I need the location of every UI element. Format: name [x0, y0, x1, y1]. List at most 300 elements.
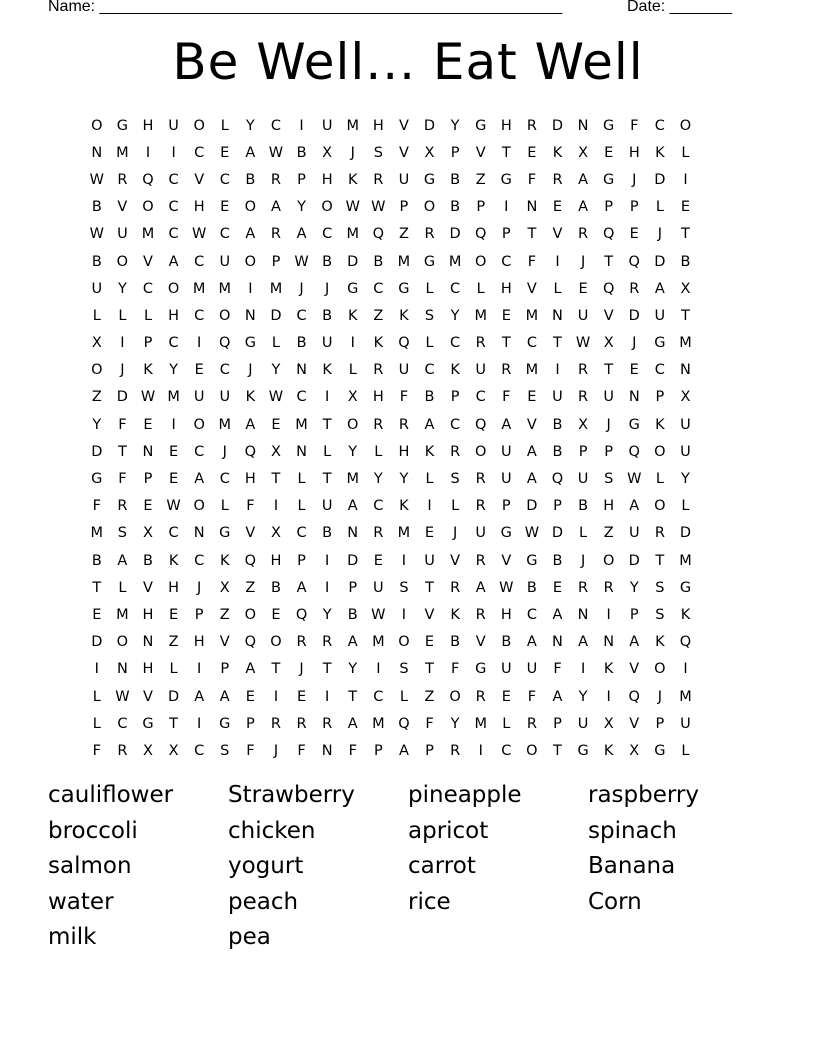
grid-letter[interactable]: Y	[348, 661, 358, 678]
grid-letter[interactable]: O	[602, 552, 615, 569]
grid-letter[interactable]: Q	[474, 416, 487, 433]
grid-letter[interactable]: C	[117, 715, 128, 732]
grid-letter[interactable]: G	[603, 171, 615, 188]
grid-letter[interactable]: C	[654, 117, 665, 134]
grid-letter[interactable]: Y	[399, 471, 409, 488]
grid-letter[interactable]: R	[270, 171, 281, 188]
grid-letter[interactable]: B	[501, 634, 512, 651]
grid-letter[interactable]: U	[475, 525, 487, 542]
grid-letter[interactable]: Z	[475, 171, 486, 188]
grid-letter[interactable]: S	[424, 307, 435, 324]
grid-letter[interactable]: G	[423, 253, 436, 270]
grid-letter[interactable]: V	[219, 634, 230, 651]
grid-letter[interactable]: D	[628, 307, 640, 324]
grid-letter[interactable]: M	[346, 471, 359, 488]
grid-letter[interactable]: N	[577, 606, 589, 623]
grid-letter[interactable]: Y	[117, 280, 127, 297]
grid-letter[interactable]: R	[526, 117, 537, 134]
grid-letter[interactable]: O	[474, 443, 487, 460]
grid-letter[interactable]: C	[450, 416, 461, 433]
grid-letter[interactable]: E	[143, 498, 153, 515]
grid-letter[interactable]: O	[91, 362, 103, 379]
grid-letter[interactable]: Q	[244, 443, 257, 460]
grid-letter[interactable]: K	[220, 552, 230, 569]
grid-letter[interactable]: O	[193, 117, 205, 134]
grid-letter[interactable]: V	[245, 525, 256, 542]
grid-letter[interactable]: P	[604, 443, 614, 460]
grid-letter[interactable]: U	[680, 416, 691, 433]
grid-letter[interactable]: F	[92, 498, 101, 515]
grid-letter[interactable]: E	[527, 389, 537, 406]
grid-letter[interactable]: I	[197, 335, 202, 352]
grid-letter[interactable]: T	[425, 661, 434, 678]
grid-letter[interactable]: U	[577, 715, 589, 732]
grid-letter[interactable]: Y	[297, 199, 306, 216]
grid-letter[interactable]: E	[501, 688, 511, 705]
grid-letter[interactable]: X	[91, 335, 102, 352]
grid-letter[interactable]: E	[220, 199, 230, 216]
grid-letter[interactable]: I	[683, 661, 688, 678]
grid-letter[interactable]: U	[603, 389, 614, 406]
grid-letter[interactable]: N	[552, 634, 563, 651]
grid-letter[interactable]: E	[527, 144, 537, 161]
grid-letter[interactable]: J	[197, 579, 202, 596]
grid-letter[interactable]: K	[322, 362, 332, 379]
grid-letter[interactable]: P	[245, 715, 255, 732]
grid-letter[interactable]: I	[94, 661, 99, 678]
grid-letter[interactable]: N	[142, 634, 154, 651]
grid-letter[interactable]: V	[629, 661, 640, 678]
grid-letter[interactable]: I	[171, 144, 176, 161]
grid-letter[interactable]: U	[500, 443, 512, 460]
grid-letter[interactable]: I	[145, 144, 151, 161]
grid-letter[interactable]: Q	[679, 634, 692, 651]
grid-letter[interactable]: O	[116, 634, 129, 651]
grid-letter[interactable]: O	[449, 688, 461, 705]
grid-letter[interactable]: B	[296, 144, 307, 161]
grid-letter[interactable]: P	[194, 606, 204, 623]
grid-letter[interactable]: H	[500, 280, 512, 297]
grid-letter[interactable]: W	[192, 226, 207, 243]
grid-letter[interactable]: H	[372, 389, 384, 406]
grid-letter[interactable]: T	[92, 579, 102, 596]
grid-letter[interactable]: H	[193, 634, 205, 651]
grid-letter[interactable]: C	[219, 362, 230, 379]
grid-letter[interactable]: H	[142, 117, 154, 134]
grid-letter[interactable]: L	[681, 742, 690, 759]
grid-letter[interactable]: L	[681, 498, 690, 515]
grid-letter[interactable]: I	[325, 579, 330, 596]
grid-letter[interactable]: E	[296, 688, 307, 705]
grid-letter[interactable]: H	[321, 171, 333, 188]
grid-letter[interactable]: R	[475, 552, 486, 569]
grid-letter[interactable]: U	[321, 498, 333, 515]
grid-letter[interactable]: F	[425, 715, 434, 732]
grid-letter[interactable]: I	[197, 715, 202, 732]
grid-letter[interactable]: R	[475, 606, 486, 623]
grid-letter[interactable]: N	[577, 117, 589, 134]
grid-letter[interactable]: Z	[373, 307, 384, 324]
grid-letter[interactable]: D	[347, 552, 359, 569]
grid-letter[interactable]: K	[450, 362, 460, 379]
grid-letter[interactable]: N	[91, 144, 103, 161]
grid-letter[interactable]: N	[603, 634, 615, 651]
grid-letter[interactable]: B	[552, 416, 563, 433]
grid-letter[interactable]: V	[501, 552, 512, 569]
grid-letter[interactable]: R	[526, 715, 537, 732]
grid-letter[interactable]: D	[167, 688, 180, 705]
grid-letter[interactable]: F	[527, 688, 537, 705]
grid-letter[interactable]: B	[526, 579, 537, 596]
grid-letter[interactable]: A	[245, 416, 256, 433]
grid-letter[interactable]: E	[92, 606, 102, 623]
grid-letter[interactable]: N	[321, 742, 333, 759]
grid-letter[interactable]: K	[399, 498, 409, 515]
grid-letter[interactable]: U	[577, 471, 589, 488]
grid-letter[interactable]: M	[90, 525, 104, 542]
grid-letter[interactable]: P	[655, 389, 665, 406]
grid-letter[interactable]: G	[116, 117, 129, 134]
grid-letter[interactable]: J	[606, 416, 611, 433]
grid-letter[interactable]: R	[373, 525, 384, 542]
grid-letter[interactable]: L	[374, 443, 383, 460]
grid-letter[interactable]: L	[297, 498, 306, 515]
grid-letter[interactable]: S	[604, 471, 614, 488]
grid-letter[interactable]: G	[577, 742, 589, 759]
grid-letter[interactable]: H	[500, 606, 512, 623]
grid-letter[interactable]: A	[245, 226, 256, 243]
grid-letter[interactable]: J	[222, 443, 227, 460]
grid-letter[interactable]: U	[193, 389, 205, 406]
grid-letter[interactable]: K	[655, 634, 665, 651]
grid-letter[interactable]: J	[273, 742, 279, 759]
grid-letter[interactable]: Y	[322, 606, 332, 623]
grid-letter[interactable]: L	[425, 335, 434, 352]
grid-letter[interactable]: R	[117, 171, 128, 188]
grid-letter[interactable]: X	[603, 715, 614, 732]
grid-letter[interactable]: Y	[450, 715, 460, 732]
grid-letter[interactable]: U	[219, 253, 231, 270]
grid-letter[interactable]: U	[321, 335, 333, 352]
grid-letter[interactable]: G	[628, 416, 640, 433]
grid-letter[interactable]: D	[91, 443, 103, 460]
grid-letter[interactable]: M	[141, 226, 155, 243]
grid-letter[interactable]: Z	[424, 688, 435, 705]
grid-letter[interactable]: F	[553, 661, 562, 678]
grid-letter[interactable]: J	[657, 226, 662, 243]
grid-letter[interactable]: A	[578, 171, 589, 188]
grid-letter[interactable]: T	[681, 307, 690, 324]
grid-letter[interactable]: V	[552, 226, 563, 243]
grid-letter[interactable]: B	[143, 552, 153, 569]
grid-letter[interactable]: T	[501, 335, 511, 352]
grid-letter[interactable]: M	[525, 362, 539, 379]
grid-letter[interactable]: E	[168, 443, 179, 460]
grid-letter[interactable]: G	[398, 280, 410, 297]
grid-letter[interactable]: T	[271, 661, 281, 678]
grid-letter[interactable]: G	[244, 335, 256, 352]
grid-letter[interactable]: N	[142, 443, 154, 460]
grid-letter[interactable]: A	[194, 688, 205, 705]
grid-letter[interactable]: T	[169, 715, 178, 732]
grid-letter[interactable]: T	[604, 362, 614, 379]
grid-letter[interactable]: H	[372, 117, 384, 134]
grid-letter[interactable]: X	[680, 389, 691, 406]
grid-letter[interactable]: A	[168, 253, 179, 270]
grid-letter[interactable]: M	[397, 525, 411, 542]
grid-letter[interactable]: C	[654, 362, 665, 379]
grid-letter[interactable]: H	[193, 199, 205, 216]
grid-letter[interactable]: Y	[92, 416, 102, 433]
grid-letter[interactable]: V	[194, 171, 205, 188]
grid-letter[interactable]: P	[271, 253, 281, 270]
grid-letter[interactable]: X	[347, 389, 358, 406]
grid-letter[interactable]: Q	[295, 606, 308, 623]
grid-letter[interactable]: I	[555, 362, 560, 379]
grid-letter[interactable]: L	[220, 117, 229, 134]
grid-letter[interactable]: W	[268, 389, 284, 406]
grid-letter[interactable]: E	[552, 199, 563, 216]
grid-letter[interactable]: C	[501, 253, 512, 270]
grid-letter[interactable]: P	[501, 226, 511, 243]
grid-letter[interactable]: W	[499, 579, 514, 596]
grid-letter[interactable]: C	[475, 389, 486, 406]
grid-letter[interactable]: A	[245, 661, 256, 678]
grid-letter[interactable]: R	[450, 443, 461, 460]
grid-letter[interactable]: R	[270, 715, 281, 732]
grid-letter[interactable]: B	[91, 253, 102, 270]
grid-letter[interactable]: R	[450, 579, 461, 596]
grid-letter[interactable]: C	[168, 199, 179, 216]
grid-letter[interactable]: H	[398, 443, 410, 460]
grid-letter[interactable]: E	[143, 416, 153, 433]
grid-letter[interactable]: U	[654, 307, 666, 324]
grid-letter[interactable]: O	[244, 199, 257, 216]
grid-letter[interactable]: Q	[244, 634, 257, 651]
grid-letter[interactable]: T	[681, 226, 690, 243]
grid-letter[interactable]: A	[219, 688, 230, 705]
grid-letter[interactable]: O	[679, 117, 692, 134]
grid-letter[interactable]: K	[373, 335, 384, 352]
grid-letter[interactable]: W	[89, 171, 104, 188]
grid-letter[interactable]: C	[526, 606, 537, 623]
grid-letter[interactable]: Y	[271, 362, 281, 379]
grid-letter[interactable]: X	[143, 525, 153, 542]
grid-letter[interactable]: Q	[398, 715, 410, 732]
grid-letter[interactable]: V	[117, 199, 128, 216]
grid-letter[interactable]: B	[270, 579, 281, 596]
grid-letter[interactable]: R	[373, 416, 384, 433]
grid-letter[interactable]: C	[194, 307, 205, 324]
grid-letter[interactable]: U	[168, 117, 179, 134]
grid-letter[interactable]: O	[398, 634, 410, 651]
grid-letter[interactable]: H	[244, 471, 256, 488]
grid-letter[interactable]: I	[401, 606, 407, 623]
grid-letter[interactable]: M	[116, 606, 129, 623]
grid-letter[interactable]: H	[142, 661, 154, 678]
grid-letter[interactable]: W	[371, 606, 386, 623]
grid-letter[interactable]: I	[325, 552, 330, 569]
grid-letter[interactable]: E	[424, 634, 435, 651]
grid-letter[interactable]: G	[347, 280, 359, 297]
grid-letter[interactable]: E	[629, 226, 639, 243]
grid-letter[interactable]: K	[655, 144, 665, 161]
grid-letter[interactable]: Z	[91, 389, 102, 406]
grid-letter[interactable]: X	[219, 579, 230, 596]
grid-letter[interactable]: R	[475, 335, 486, 352]
grid-letter[interactable]: R	[117, 742, 128, 759]
grid-letter[interactable]: C	[526, 335, 537, 352]
grid-letter[interactable]: U	[552, 389, 563, 406]
grid-letter[interactable]: F	[527, 171, 537, 188]
grid-letter[interactable]: P	[143, 471, 153, 488]
grid-letter[interactable]: A	[501, 416, 512, 433]
grid-letter[interactable]: A	[526, 471, 537, 488]
grid-letter[interactable]: O	[167, 280, 180, 297]
grid-letter[interactable]: J	[350, 144, 355, 161]
grid-letter[interactable]: M	[192, 280, 206, 297]
grid-letter[interactable]: H	[142, 606, 154, 623]
grid-letter[interactable]: O	[244, 606, 257, 623]
grid-letter[interactable]: M	[346, 117, 359, 134]
grid-letter[interactable]: X	[270, 443, 281, 460]
grid-letter[interactable]: C	[219, 226, 230, 243]
grid-letter[interactable]: A	[578, 634, 589, 651]
grid-letter[interactable]: B	[91, 199, 102, 216]
grid-letter[interactable]: K	[399, 307, 409, 324]
grid-letter[interactable]: F	[450, 661, 460, 678]
grid-letter[interactable]: P	[629, 606, 639, 623]
grid-letter[interactable]: R	[578, 362, 589, 379]
grid-letter[interactable]: J	[580, 253, 586, 270]
grid-letter[interactable]: M	[269, 280, 283, 297]
grid-letter[interactable]: I	[580, 661, 586, 678]
grid-letter[interactable]: D	[551, 525, 564, 542]
grid-letter[interactable]: G	[654, 742, 666, 759]
grid-letter[interactable]: L	[169, 661, 178, 678]
grid-letter[interactable]: B	[552, 443, 563, 460]
grid-letter[interactable]: I	[171, 416, 176, 433]
grid-letter[interactable]: Y	[450, 117, 460, 134]
grid-letter[interactable]: L	[553, 280, 562, 297]
grid-letter[interactable]: B	[680, 253, 691, 270]
grid-letter[interactable]: T	[271, 471, 281, 488]
grid-letter[interactable]: W	[268, 144, 284, 161]
grid-letter[interactable]: S	[399, 661, 409, 678]
grid-letter[interactable]: M	[397, 253, 411, 270]
grid-letter[interactable]: V	[526, 416, 537, 433]
grid-letter[interactable]: D	[116, 389, 128, 406]
grid-letter[interactable]: C	[373, 498, 384, 515]
grid-letter[interactable]: A	[578, 199, 589, 216]
grid-letter[interactable]: P	[655, 715, 665, 732]
grid-letter[interactable]: L	[425, 280, 434, 297]
grid-letter[interactable]: B	[424, 389, 435, 406]
grid-letter[interactable]: S	[655, 606, 665, 623]
grid-letter[interactable]: W	[140, 389, 156, 406]
grid-letter[interactable]: G	[500, 525, 512, 542]
grid-letter[interactable]: Z	[219, 606, 230, 623]
grid-letter[interactable]: U	[398, 362, 410, 379]
grid-letter[interactable]: I	[376, 661, 381, 678]
grid-letter[interactable]: N	[526, 199, 538, 216]
grid-letter[interactable]: W	[627, 471, 642, 488]
grid-letter[interactable]: B	[322, 525, 333, 542]
grid-letter[interactable]: H	[603, 498, 615, 515]
grid-letter[interactable]: B	[450, 171, 461, 188]
grid-letter[interactable]: P	[476, 199, 486, 216]
grid-letter[interactable]: O	[270, 634, 282, 651]
grid-letter[interactable]: A	[296, 579, 307, 596]
grid-letter[interactable]: L	[681, 144, 690, 161]
grid-letter[interactable]: G	[91, 471, 103, 488]
grid-letter[interactable]: U	[219, 389, 231, 406]
grid-letter[interactable]: Q	[628, 688, 640, 705]
grid-letter[interactable]: S	[220, 742, 230, 759]
grid-letter[interactable]: A	[347, 715, 358, 732]
grid-letter[interactable]: M	[474, 307, 487, 324]
grid-letter[interactable]: L	[323, 443, 332, 460]
grid-letter[interactable]: S	[373, 144, 383, 161]
grid-letter[interactable]: X	[578, 416, 589, 433]
grid-letter[interactable]: P	[425, 742, 434, 759]
grid-letter[interactable]: P	[604, 199, 614, 216]
grid-letter[interactable]: E	[271, 606, 281, 623]
grid-letter[interactable]: C	[424, 362, 435, 379]
grid-letter[interactable]: K	[655, 416, 665, 433]
grid-letter[interactable]: P	[629, 199, 639, 216]
grid-letter[interactable]: C	[450, 335, 461, 352]
grid-letter[interactable]: M	[372, 715, 385, 732]
grid-letter[interactable]: L	[118, 579, 127, 596]
grid-letter[interactable]: O	[193, 416, 205, 433]
grid-letter[interactable]: F	[527, 253, 537, 270]
grid-letter[interactable]: Q	[219, 335, 231, 352]
grid-letter[interactable]: X	[424, 144, 435, 161]
grid-letter[interactable]: E	[245, 688, 255, 705]
grid-letter[interactable]: A	[526, 634, 537, 651]
grid-letter[interactable]: O	[474, 253, 487, 270]
grid-letter[interactable]: K	[603, 742, 614, 759]
grid-letter[interactable]: M	[167, 389, 180, 406]
grid-letter[interactable]: C	[194, 443, 205, 460]
grid-letter[interactable]: R	[654, 525, 665, 542]
grid-letter[interactable]: R	[578, 579, 589, 596]
grid-letter[interactable]: X	[168, 742, 179, 759]
grid-letter[interactable]: A	[629, 634, 640, 651]
grid-letter[interactable]: H	[168, 579, 180, 596]
grid-letter[interactable]: O	[193, 498, 205, 515]
grid-letter[interactable]: I	[606, 688, 611, 705]
grid-letter[interactable]: U	[424, 552, 435, 569]
date-field-line[interactable]: Date: _______	[627, 0, 732, 15]
grid-letter[interactable]: K	[603, 661, 614, 678]
grid-letter[interactable]: K	[245, 389, 256, 406]
grid-letter[interactable]: K	[143, 362, 153, 379]
grid-letter[interactable]: W	[115, 688, 130, 705]
grid-letter[interactable]: B	[322, 253, 333, 270]
grid-letter[interactable]: E	[501, 307, 511, 324]
grid-letter[interactable]: T	[425, 579, 434, 596]
grid-letter[interactable]: I	[120, 335, 125, 352]
grid-letter[interactable]: D	[347, 253, 359, 270]
grid-letter[interactable]: D	[270, 307, 282, 324]
grid-letter[interactable]: I	[478, 742, 483, 759]
grid-letter[interactable]: U	[475, 362, 487, 379]
grid-letter[interactable]: C	[168, 525, 179, 542]
grid-letter[interactable]: V	[143, 253, 153, 270]
grid-letter[interactable]: V	[398, 144, 409, 161]
